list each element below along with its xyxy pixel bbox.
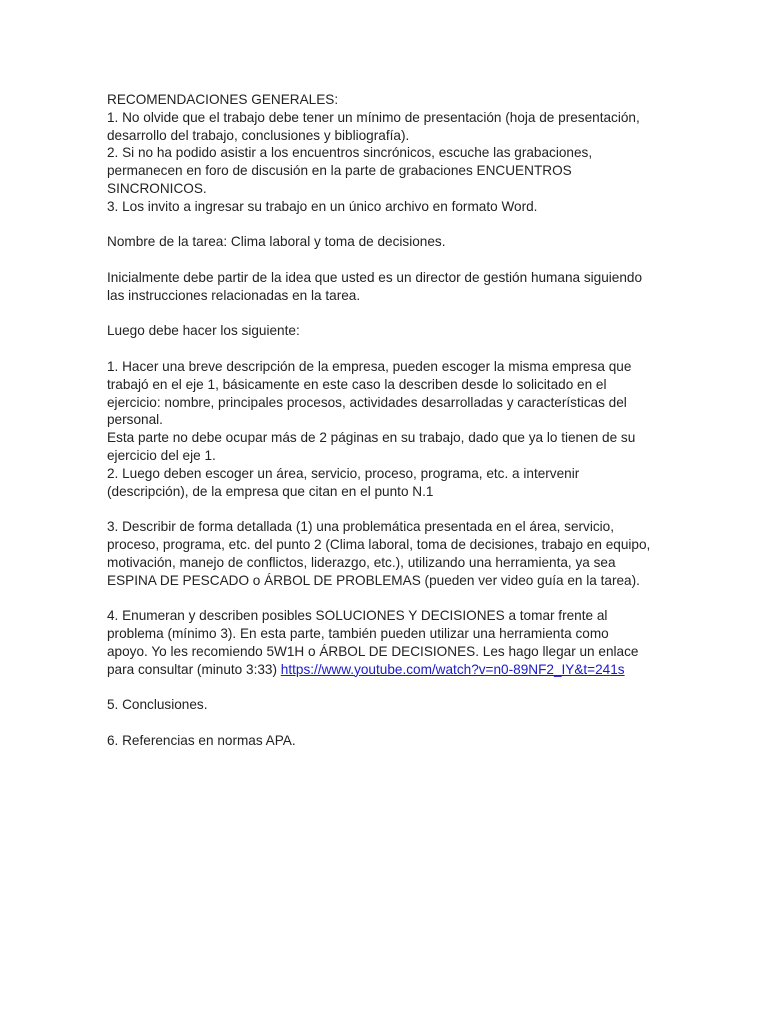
section-heading: RECOMENDACIONES GENERALES: [107, 92, 339, 107]
step-1-line-4: personal. [107, 412, 163, 428]
step-2-line-1: 2. Luego deben escoger un área, servicio, proceso, programa, etc. a intervenir [107, 465, 580, 481]
step-1-line-1: 1. Hacer una breve descripción de la empresa, pueden escoger la misma empresa que [107, 358, 632, 374]
task-name: Nombre de la tarea: Clima laboral y toma de decisiones. [107, 234, 446, 250]
then-instruction: Luego debe hacer los siguiente: [107, 323, 300, 339]
step-4-line-2: problema (mínimo 3). En esta parte, también pueden utilizar una herramienta como [107, 625, 609, 641]
recommendation-1-line-2: desarrollo del trabajo, conclusiones y bibliografía). [107, 127, 410, 143]
step-1-line-5: Esta parte no debe ocupar más de 2 páginas en su trabajo, dado que ya lo tienen de su [107, 430, 636, 446]
document-body [107, 91, 667, 749]
paragraph-spacer [107, 216, 667, 234]
step-3-line-3: motivación, manejo de conflictos, liderazgo, etc.), utilizando una herramienta, ya sea [107, 554, 616, 570]
step-4-link-prefix: para consultar (minuto 3:33) [107, 661, 281, 677]
step-6: 6. Referencias en normas APA. [107, 732, 296, 748]
recommendation-2-line-1: 2. Si no ha podido asistir a los encuentros sincrónicos, escuche las grabaciones, [107, 145, 593, 161]
step-3-line-2: proceso, programa, etc. del punto 2 (Clima laboral, toma de decisiones, trabajo en equipo, [107, 536, 651, 552]
step-2-line-2: (descripción), de la empresa que citan en el punto N.1 [107, 483, 434, 499]
paragraph-spacer [107, 251, 667, 269]
intro-line-2: las instrucciones relacionadas en la tarea. [107, 287, 361, 303]
step-5: 5. Conclusiones. [107, 697, 208, 713]
paragraph-spacer [107, 305, 667, 323]
step-4-line-1: 4. Enumeran y describen posibles SOLUCIONES Y DECISIONES a tomar frente al [107, 608, 608, 624]
step-4-line-3: apoyo. Yo les recomiendo 5W1H o ÁRBOL DE DECISIONES. Les hago llegar un enlace [107, 643, 639, 659]
youtube-video-link[interactable]: https://www.youtube.com/watch?v=n0-89NF2_IY&t=241s [280, 661, 625, 677]
recommendation-1-line-1: 1. No olvide que el trabajo debe tener un mínimo de presentación (hoja de presentación, [107, 109, 640, 125]
paragraph-spacer [107, 678, 667, 696]
step-1-line-2: trabajó en el eje 1, básicamente en este caso la describen desde lo solicitado en el [107, 376, 607, 392]
paragraph-spacer [107, 714, 667, 732]
intro-line-1: Inicialmente debe partir de la idea que usted es un director de gestión humana siguiendo [107, 269, 643, 285]
recommendation-2-line-3: SINCRONICOS. [107, 180, 207, 196]
step-4-line-4 [107, 661, 667, 679]
recommendation-3: 3. Los invito a ingresar su trabajo en un único archivo en formato Word. [107, 198, 538, 214]
paragraph-spacer [107, 589, 667, 607]
step-3-line-1: 3. Describir de forma detallada (1) una problemática presentada en el área, servicio, [107, 519, 615, 535]
recommendation-2-line-2: permanecen en foro de discusión en la parte de grabaciones ENCUENTROS [107, 163, 572, 179]
step-1-line-6: ejercicio del eje 1. [107, 447, 216, 463]
paragraph-spacer [107, 340, 667, 358]
paragraph-spacer [107, 500, 667, 518]
step-3-line-4: ESPINA DE PESCADO o ÁRBOL DE PROBLEMAS (pueden ver video guía en la tarea). [107, 572, 640, 588]
step-1-line-3: ejercicio: nombre, principales procesos, actividades desarrolladas y características del [107, 394, 627, 410]
